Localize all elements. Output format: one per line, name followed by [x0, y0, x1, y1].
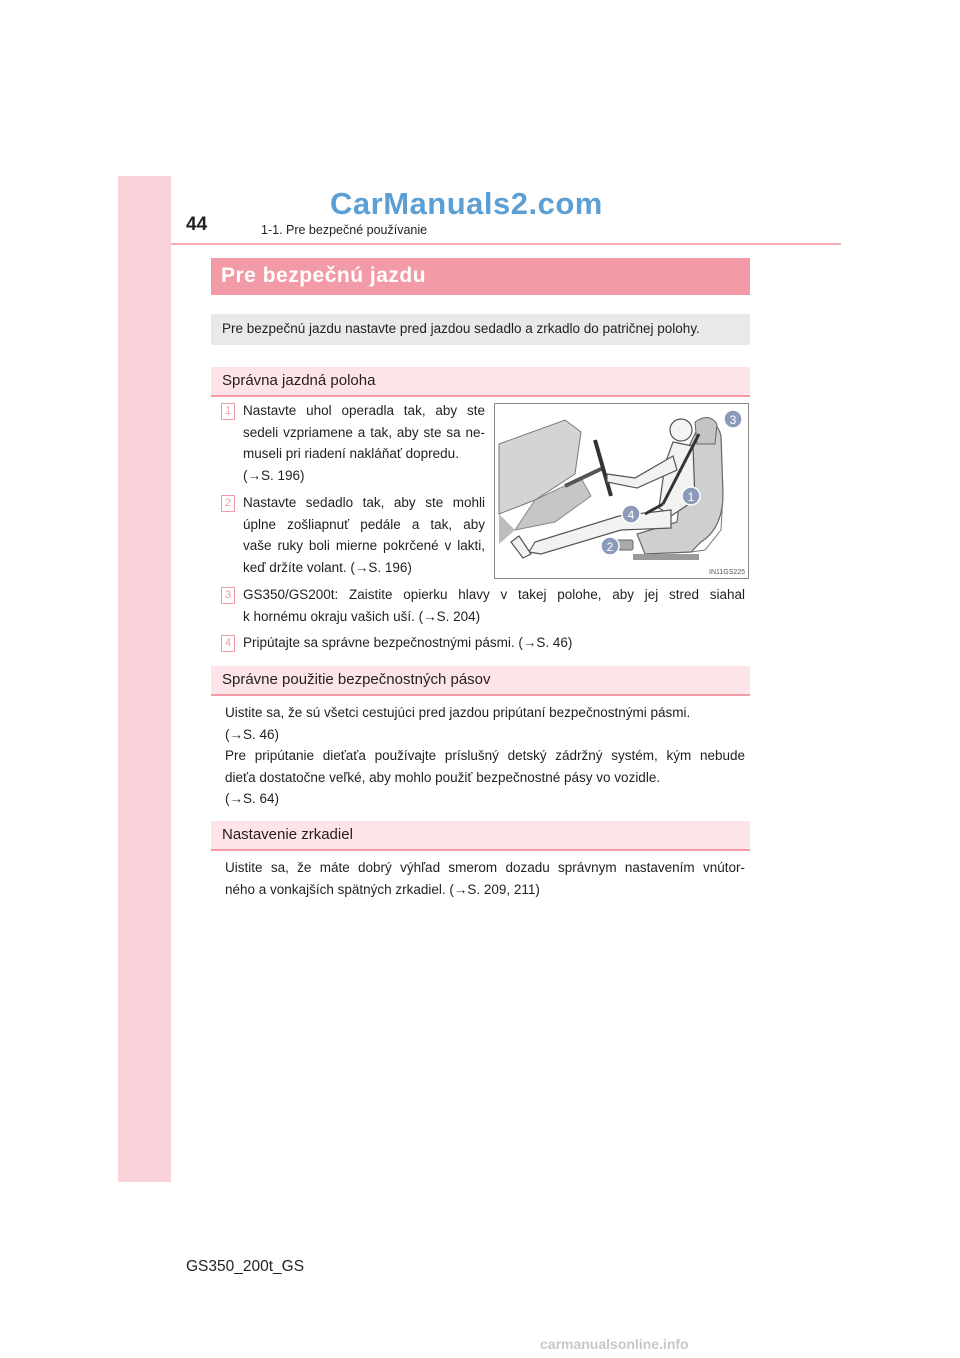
seating-position-figure: [494, 403, 749, 579]
callout-3: [724, 410, 742, 428]
text-line: keď držíte volant. (→S. 196): [243, 559, 412, 575]
callout-4: [622, 505, 640, 523]
watermark: CarManuals2.com: [330, 186, 603, 221]
svg-text:1: 1: [687, 490, 695, 504]
subheading-text: Nastavenie zrkadiel: [222, 826, 353, 843]
subheading-driving-position: [211, 367, 750, 397]
svg-text:2: 2: [606, 540, 614, 554]
subheading-text: Správne použitie bezpečnostných pásov: [222, 671, 491, 688]
text-line: sedeli vzpriamene a tak, aby ste sa ne-: [243, 424, 485, 440]
item-number: 1: [221, 403, 235, 420]
text-line: museli pri riadení nakláňať dopredu.: [243, 446, 459, 461]
page-number: 44: [186, 214, 208, 235]
text-line: Uistite sa, že sú všetci cestujúci pred jazdou pripútaní bezpečnostnými pásmi.: [225, 705, 691, 720]
text-line: ného a vonkajších spätných zrkadiel. (→S. 209, 211): [225, 881, 540, 897]
page-title: Pre bezpečnú jazdu: [221, 264, 427, 287]
svg-text:4: 4: [627, 508, 635, 522]
text-line: Uistite sa, že máte dobrý výhľad smerom dozadu správnym nastavením vnútor-: [225, 860, 745, 875]
bottom-logo: carmanualsonline.info: [540, 1336, 689, 1352]
item-2-text: [243, 492, 485, 578]
item-4-text: [243, 632, 745, 654]
intro-box: [211, 314, 750, 345]
header-rule: [171, 243, 841, 245]
text-line: GS350/GS200t: Zaistite opierku hlavy v takej polohe, aby jej stred siahal: [243, 587, 745, 602]
text-line: Nastavte sedadlo tak, aby ste mohli: [243, 495, 485, 510]
text-line: úplne zošliapnuť pedále a tak, aby: [243, 516, 485, 532]
text-line: (→S. 196): [243, 467, 305, 483]
intro-text: Pre bezpečnú jazdu nastavte pred jazdou sedadlo a zrkadlo do patričnej polohy.: [222, 321, 700, 336]
svg-text:3: 3: [729, 413, 737, 427]
item-number: 2: [221, 495, 235, 512]
text-line: k hornému okraju vašich uší. (→S. 204): [243, 608, 481, 624]
subheading-seatbelts: [211, 666, 750, 696]
item-number: 4: [221, 635, 235, 652]
text-line: (→S. 46): [225, 726, 280, 742]
text-line: dieťa dostatočne veľké, aby mohlo použiť bezpečnostné pásy vo vozidle.: [225, 769, 661, 785]
mirrors-paragraph: [225, 857, 745, 900]
text-line: Nastavte uhol operadla tak, aby ste: [243, 403, 485, 418]
item-3-text: [243, 584, 745, 627]
seatbelt-paragraph: [225, 702, 745, 810]
footer-model-code: GS350_200t_GS: [186, 1258, 305, 1275]
figure-code: IN11GS225: [709, 569, 746, 576]
page-title-bar: [211, 258, 750, 295]
subheading-mirrors: [211, 821, 750, 851]
callout-1: [682, 487, 700, 505]
side-strip: [118, 176, 171, 1182]
callout-2: [601, 537, 619, 555]
item-1-text: [243, 400, 485, 486]
driver-seat-illustration: [495, 404, 748, 578]
text-line: (→S. 64): [225, 791, 280, 806]
text-line: Pripútajte sa správne bezpečnostnými pásmi. (→S. 46): [243, 635, 573, 650]
item-number: 3: [221, 587, 235, 604]
subheading-text: Správna jazdná poloha: [222, 372, 376, 389]
section-title: 1-1. Pre bezpečné používanie: [261, 223, 428, 237]
text-line: vaše ruky boli mierne pokrčené v lakti,: [243, 538, 485, 553]
text-line: Pre pripútanie dieťaťa používajte príslušný detský zádržný systém, kým nebude: [225, 748, 745, 763]
